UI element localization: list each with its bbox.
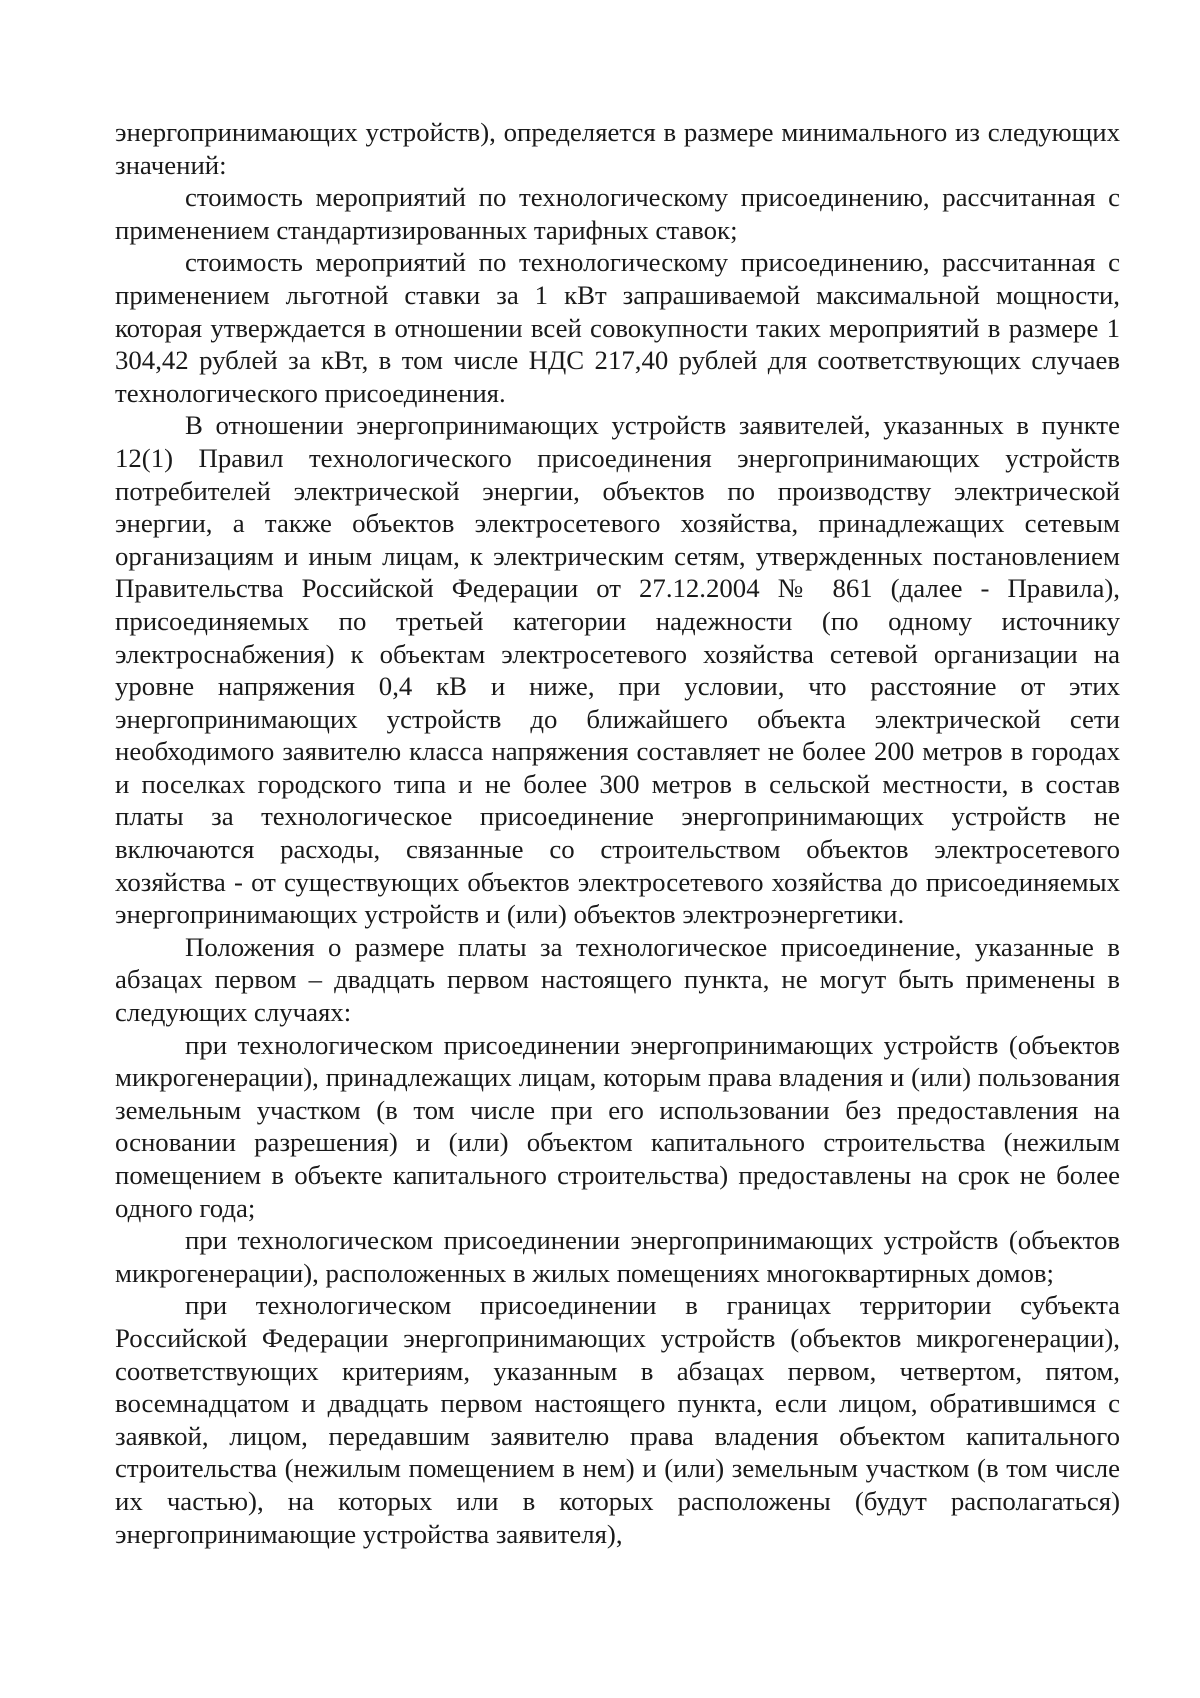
paragraph-6: при технологическом присоединении энергопринимающих устройств (объектов микрогенерации), принадлежащих лицам, которым права владения и (или) пользования земельным участком (в том числе при его использовании без предоставления на основании разрешения) и (или) объектом капитального строительства (нежилым помещением в объекте капитального строительства) предоставлены на срок не более одного года;	[115, 1029, 1120, 1223]
paragraph-8: при технологическом присоединении в границах территории субъекта Российской Федерации энергопринимающих устройств (объектов микрогенерации), соответствующих критериям, указанным в абзацах первом, четвертом, пятом, восемнадцатом и двадцать первом настоящего пункта, если лицом, обратившимся с заявкой, лицом, передавшим заявителю права владения объектом капитального строительства (нежилым помещением в нем) и (или) земельным участком (в том числе их частью), на которых или в которых расположены (будут располагаться) энергопринимающие устройства заявителя),	[115, 1290, 1120, 1549]
paragraph-7: при технологическом присоединении энергопринимающих устройств (объектов микрогенерации), расположенных в жилых помещениях многоквартирных домов;	[115, 1225, 1120, 1288]
paragraph-3: стоимость мероприятий по технологическому присоединению, рассчитанная с применением льготной ставки за 1 кВт запрашиваемой максимальной мощности, которая утверждается в отношении всей совокупности таких мероприятий в размере 1 304,42 рублей за кВт, в том числе НДС 217,40 рублей для соответствующих случаев технологического присоединения.	[115, 247, 1120, 408]
paragraph-5: Положения о размере платы за технологическое присоединение, указанные в абзацах первом – двадцать первом настоящего пункта, не могут быть применены в следующих случаях:	[115, 931, 1120, 1028]
paragraph-1: энергопринимающих устройств), определяется в размере минимального из следующих значений:	[115, 117, 1120, 180]
paragraph-4: В отношении энергопринимающих устройств заявителей, указанных в пункте 12(1) Правил технологического присоединения энергопринимающих устройств потребителей электрической энергии, объектов по производству электрической энергии, а также объектов электросетевого хозяйства, принадлежащих сетевым организациям и иным лицам, к электрическим сетям, утвержденных постановлением Правительства Российской Федерации от 27.12.2004 № 861 (далее - Правила), присоединяемых по третьей категории надежности (по одному источнику электроснабжения) к объектам электросетевого хозяйства сетевой организации на уровне напряжения 0,4 кВ и ниже, при условии, что расстояние от этих энергопринимающих устройств до ближайшего объекта электрической сети необходимого заявителю класса напряжения составляет не более 200 метров в городах и поселках городского типа и не более 300 метров в сельской местности, в состав платы за технологическое присоединение энергопринимающих устройств не включаются расходы, связанные со строительством объектов электросетевого хозяйства - от существующих объектов электросетевого хозяйства до присоединяемых энергопринимающих устройств и (или) объектов электроэнергетики.	[115, 410, 1120, 930]
document-body	[115, 116, 1120, 1550]
paragraph-2: стоимость мероприятий по технологическому присоединению, рассчитанная с применением стандартизированных тарифных ставок;	[115, 182, 1120, 245]
